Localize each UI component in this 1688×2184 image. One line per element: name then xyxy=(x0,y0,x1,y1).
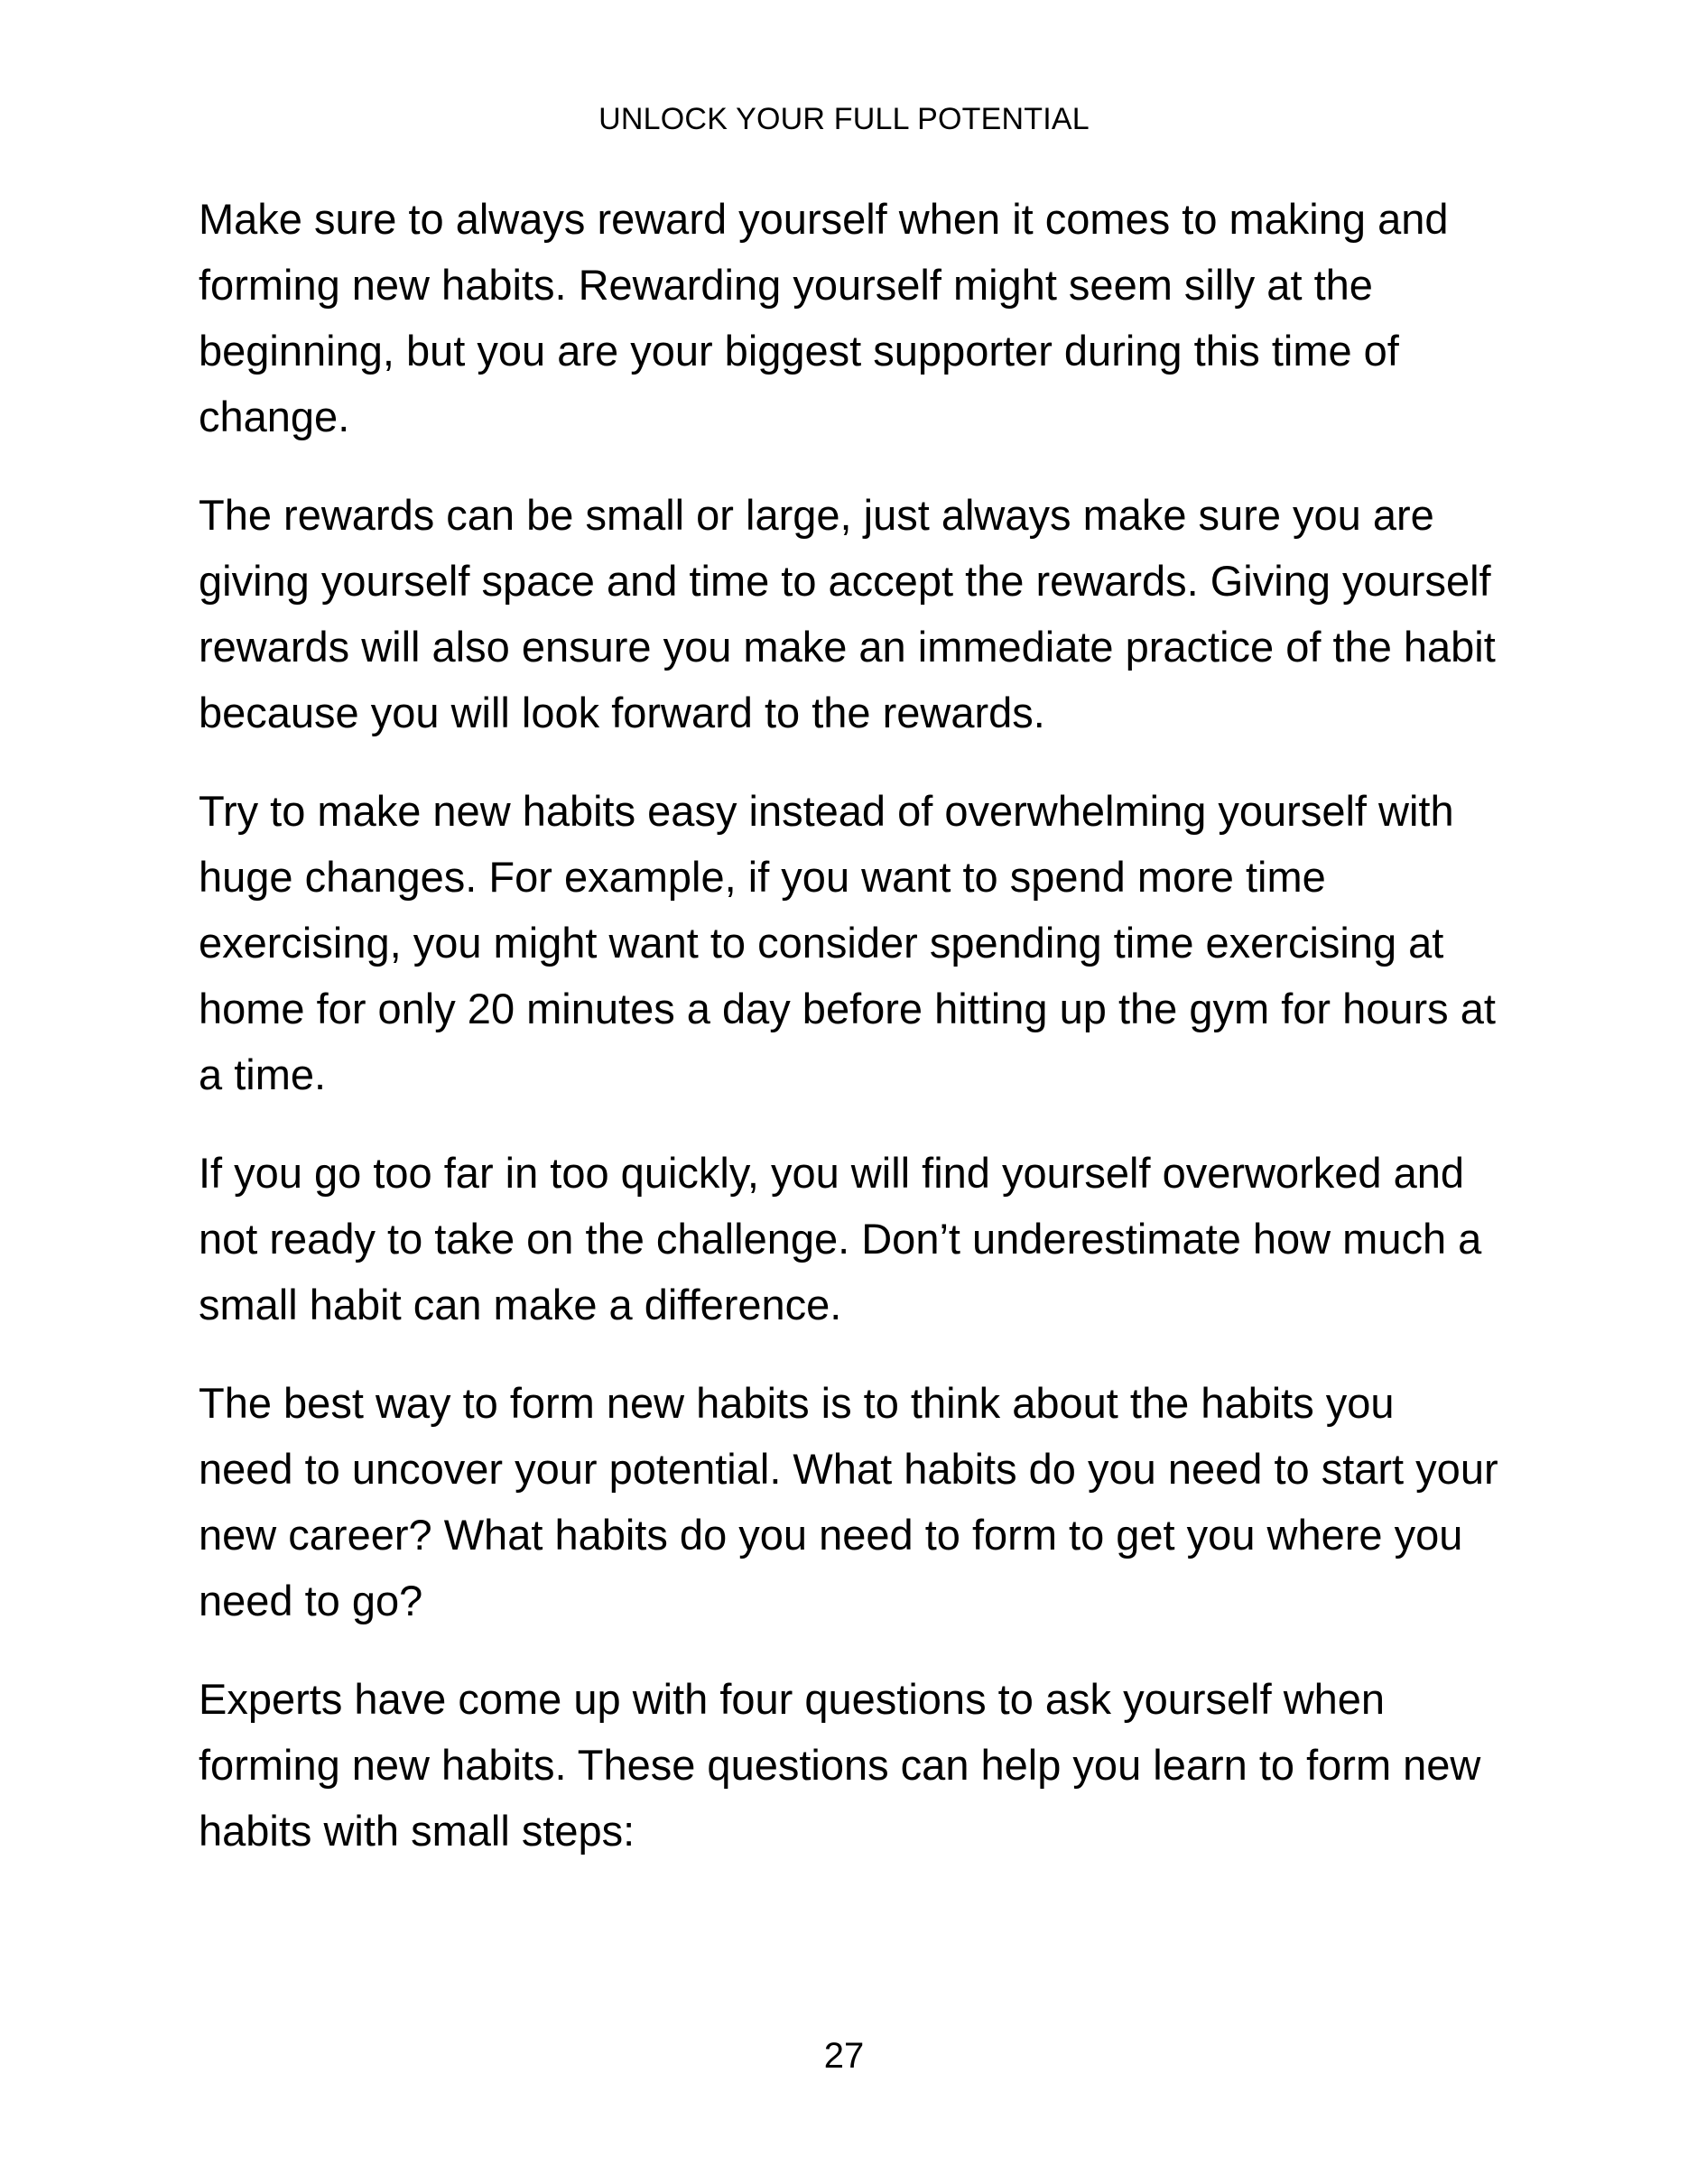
paragraph-reward: Make sure to always reward yourself when it comes to making and forming new habits. Rewarding yourself might seem silly at the beginning, but you are your biggest supporter during this time of change. xyxy=(199,195,1449,440)
page-number: 27 xyxy=(823,2036,865,2076)
paragraph-rewards-size: The rewards can be small or large, just always make sure you are giving yourself space and time to accept the rewards. Giving yourself rewards will also ensure you make an immediate practice of the habit because you will look forward to the rewards. xyxy=(199,491,1496,736)
paragraph-four-questions: Experts have come up with four questions to ask yourself when forming new habits. These questions can help you learn to form new habits with small steps: xyxy=(199,1675,1481,1855)
paragraph-easy-habits: Try to make new habits easy instead of overwhelming yourself with huge changes. For example, if you want to spend more time exercising, you might want to consider spending time exercising at home for only 20 minutes a day before hitting up the gym for hours at a time. xyxy=(199,787,1496,1098)
paragraph-too-far: If you go too far in too quickly, you will find yourself overworked and not ready to take on the challenge. Don’t underestimate how much a small habit can make a difference. xyxy=(199,1149,1482,1328)
paragraph-best-way: The best way to form new habits is to think about the habits you need to uncover your potential. What habits do you need to start your new career? What habits do you need to form to get you where you need to go? xyxy=(199,1379,1498,1624)
body-text xyxy=(199,186,1498,1896)
running-header: UNLOCK YOUR FULL POTENTIAL xyxy=(598,102,1090,136)
